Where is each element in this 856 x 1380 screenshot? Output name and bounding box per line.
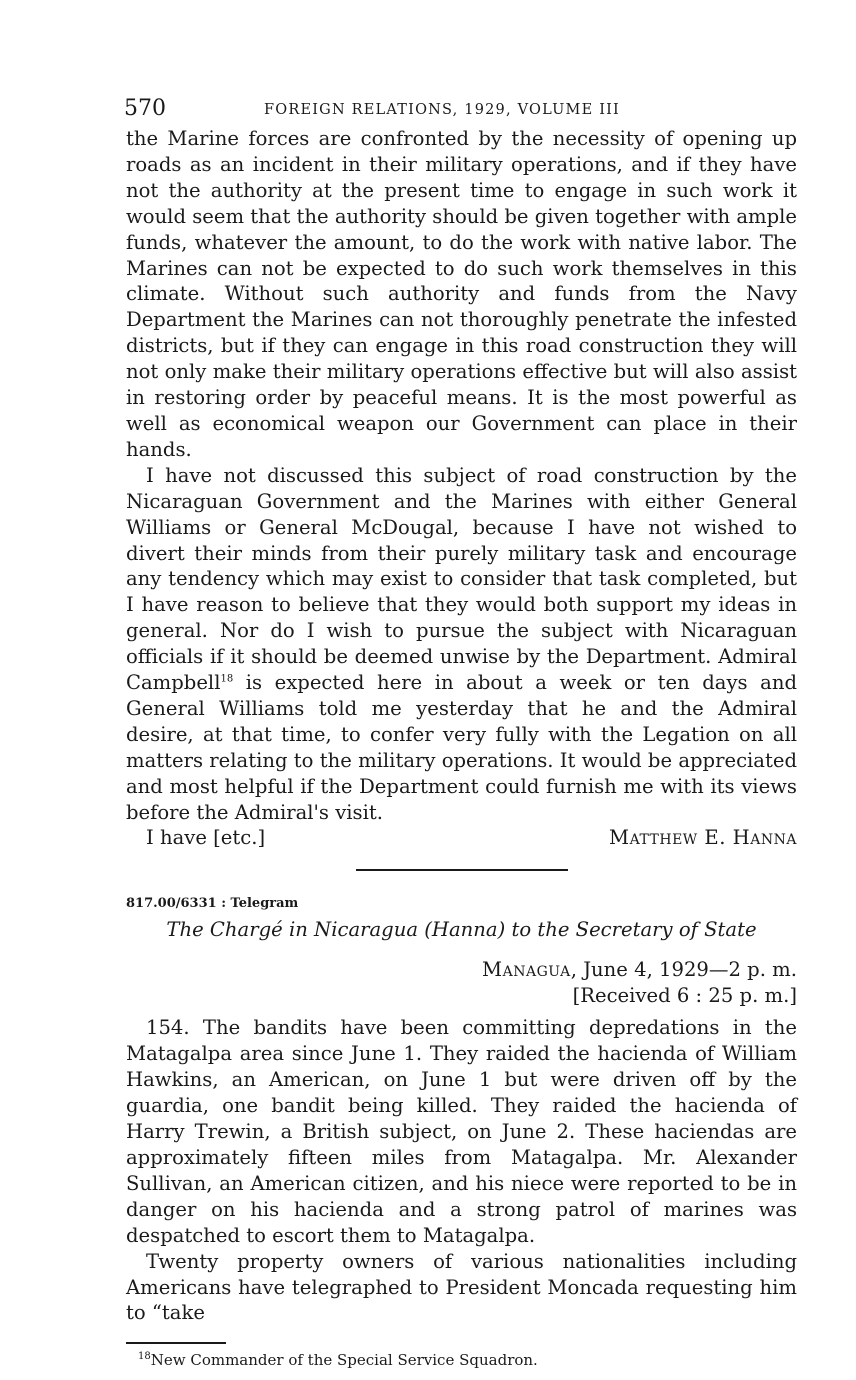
running-head: FOREIGN RELATIONS, 1929, VOLUME III: [264, 102, 620, 118]
paragraph-continued: the Marine forces are confronted by the necessity of opening up roads as an incident in their military operations, and if they have not the authority at the present time to engage in such work it would seem that the authority should be given together with ample funds, whatever the amount, to do the work with native labor. The Marines can not be expected to do such work themselves in this climate. Without such authority and funds from the Navy Department the Marines can not thoroughly penetrate the infested districts, but if they can engage in this road construction they will not only make their military operations effective but will also assist in restoring order by peaceful means. It is the most powerful as well as economical weapon our Government can place in their hands.: [126, 127, 797, 461]
footnote: [126, 1350, 797, 1370]
dateline: [126, 957, 797, 983]
paragraph-property-owners: Twenty property owners of various nationalities including Americans have telegraphed to President Moncada requesting him to “take: [126, 1249, 797, 1325]
file-number: 817.00/6331 : Telegram: [126, 896, 299, 912]
place: Managua: [482, 958, 571, 982]
received-time: [Received 6 : 25 p. m.]: [572, 984, 797, 1008]
paragraph-road-construction: [126, 463, 797, 826]
footnote-text: New Commander of the Special Service Squadron.: [150, 1350, 538, 1369]
paragraph-text: I have not discussed this subject of road construction by the Nicaraguan Government and the Marines with either General Williams or General McDougal, because I have not wished to divert their minds from their purely military task and encourage any tendency which may exist to consider that task completed, but I have reason to believe that they would both support my ideas in general. Nor do I wish to pursue the subject with Nicaraguan officials if it should be deemed unwise by the Department. Admiral Campbell: [126, 463, 797, 695]
page-header: [126, 96, 797, 126]
document-title: The Chargé in Nicaragua (Hanna) to the Secretary of State: [166, 918, 757, 942]
section-divider: [356, 869, 568, 871]
closing-line: [126, 825, 797, 851]
paragraph-text: is expected here in about a week or ten days and General Williams told me yesterday that he and the Admiral desire, at that time, to confer very fully with the Legation on all matters relating to the military operations. It would be appreciated and most helpful if the Department could furnish me with its views before the Admiral's visit.: [126, 671, 797, 824]
complimentary-close: I have [etc.]: [146, 826, 266, 850]
footnote-rule: [126, 1342, 226, 1344]
footnote-reference: 18: [220, 673, 234, 685]
paragraph-bandits: 154. The bandits have been committing depredations in the Matagalpa area since June 1. They raided the hacienda of William Hawkins, an American, on June 1 but were driven off by the guardia, one bandit being killed. They raided the hacienda of Harry Trewin, a British subject, on June 2. These haciendas are approximately fifteen miles from Matagalpa. Mr. Alexander Sullivan, an American citizen, and his niece were reported to be in danger on his hacienda and a strong patrol of marines was despatched to escort them to Matagalpa.: [126, 1016, 797, 1247]
document-page: [126, 96, 797, 1370]
page-number: 570: [124, 96, 166, 121]
signature: Matthew E. Hanna: [609, 826, 797, 850]
date: , June 4, 1929—2 p. m.: [570, 958, 797, 982]
footnote-marker: 18: [138, 1350, 151, 1362]
